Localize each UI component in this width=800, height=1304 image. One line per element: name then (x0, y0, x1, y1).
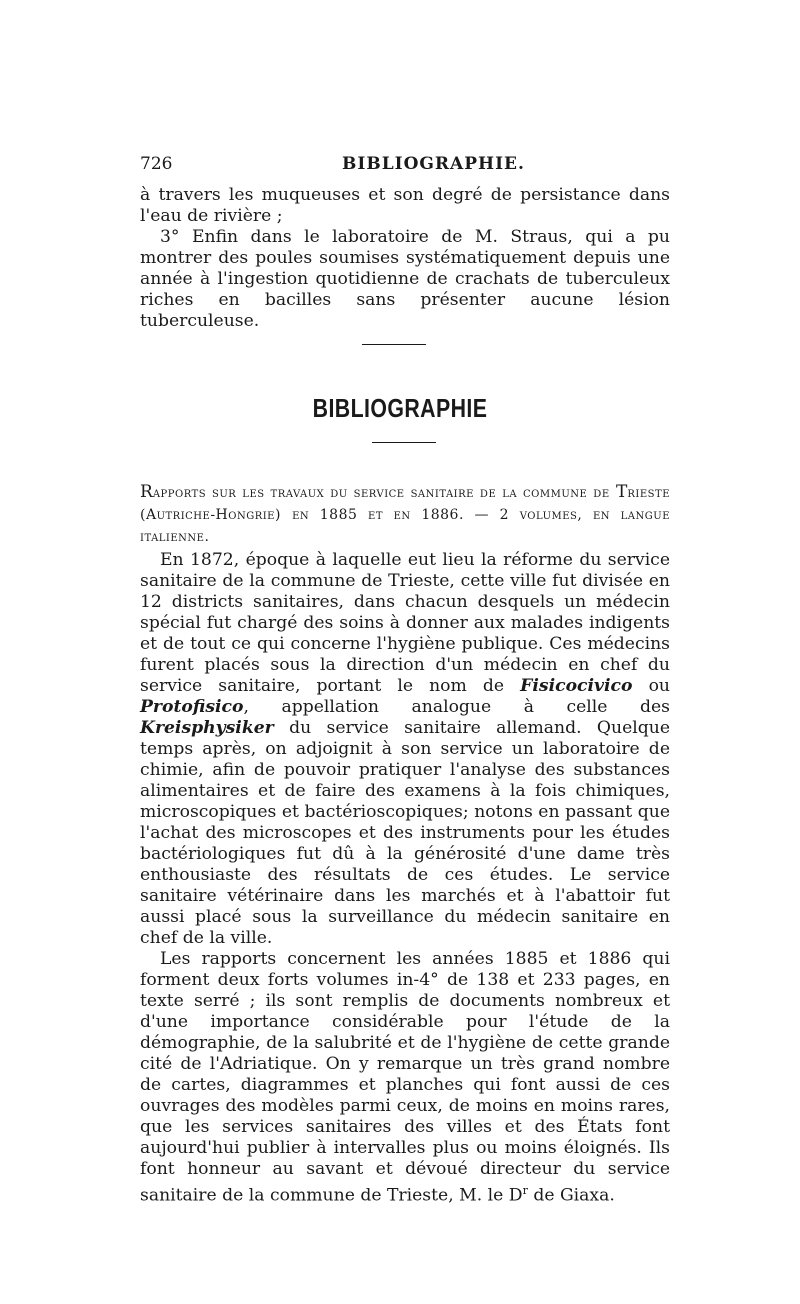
text-run: , appellation analogue à celle des (243, 697, 670, 717)
running-title: BIBLIOGRAPHIE. (342, 154, 525, 174)
divider-rule (362, 344, 426, 345)
previous-article-ending (140, 185, 670, 332)
paragraph (140, 949, 670, 1207)
superscript: r (522, 1184, 528, 1197)
paragraph (140, 550, 670, 949)
entry-heading (140, 482, 670, 548)
text-run: Les rapports concernent les années 1885 et 1886 qui forment deux forts volumes in-4° de 138 et 233 pages, en texte serré ; ils sont remplis de documents nombreux et d'une importance considérable pour l'étude de la démographie, de la salubrité et de l'hygiène de cette grande cité de l'Adriatique. On y remarque un très grand nombre de cartes, diagrammes et planches qui font aussi de ces ouvrages des modèles parmi ceux, de moins en moins rares, que les services sanitaires des villes et des États font aujourd'hui publier à intervalles plus ou moins éloignés. Ils font honneur au savant et dévoué directeur du service sanitaire de la commune de Trieste, M. le D (140, 949, 670, 1206)
text-run: du service sanitaire allemand. Quelque temps après, on adjoignit à son service un laboratoire de chimie, afin de pouvoir pratiquer l'analyse des substances alimentaires et de faire des examens à la fois chimiques, microscopiques et bactérioscopiques; notons en passant que l'achat des microscopes et des instruments pour les études bactériologiques fut dû à la générosité d'une dame très enthousiaste des résultats de ces études. Le service sanitaire vétérinaire dans les marchés et à l'abattoir fut aussi placé sous la surveillance du médecin sanitaire en chef de la ville. (140, 718, 671, 948)
italic-term: Fisicocivico (520, 676, 633, 696)
heading-initial: R (140, 482, 153, 502)
italic-term: Protofisico (140, 697, 244, 717)
page-number: 726 (140, 154, 173, 174)
text-run: de Giaxa. (533, 1185, 615, 1206)
heading-initial: T (616, 482, 628, 502)
bibliography-entry-heading (140, 482, 670, 548)
paragraph: 3° Enfin dans le laboratoire de M. Straus, qui a pu montrer des poules soumises systématiquement depuis une année à l'ingestion quotidienne de crachats de tuberculeux riches en bacilles sans présenter aucune lésion tuberculeuse. (140, 227, 670, 331)
divider-rule (372, 442, 436, 443)
paragraph: à travers les muqueuses et son degré de persistance dans l'eau de rivière ; (140, 185, 670, 226)
italic-term: Kreisphysiker (140, 718, 274, 738)
heading-country: (Autriche-Hongrie) (140, 507, 281, 523)
text-run: En 1872, époque à laquelle eut lieu la réforme du service sanitaire de la commune de Trieste, cette ville fut divisée en 12 districts sanitaires, dans chacun desquels un médecin spécial fut chargé des soins à donner aux malades indigents et de tout ce qui concerne l'hygiène publique. Ces médecins furent placés sous la direction d'un médecin en chef du service sanitaire, portant le nom de (140, 550, 670, 696)
section-title: BIBLIOGRAPHIE (312, 393, 488, 423)
review-body (140, 550, 670, 1207)
heading-rest: en 1885 et en 1886. — 2 volumes, en langue italienne. (140, 507, 670, 545)
page-header (140, 154, 670, 180)
heading-smallcaps: apports sur les travaux du service sanitaire de la commune de (152, 485, 610, 501)
heading-smallcaps: rieste (627, 485, 670, 501)
text-run: ou (648, 676, 670, 696)
